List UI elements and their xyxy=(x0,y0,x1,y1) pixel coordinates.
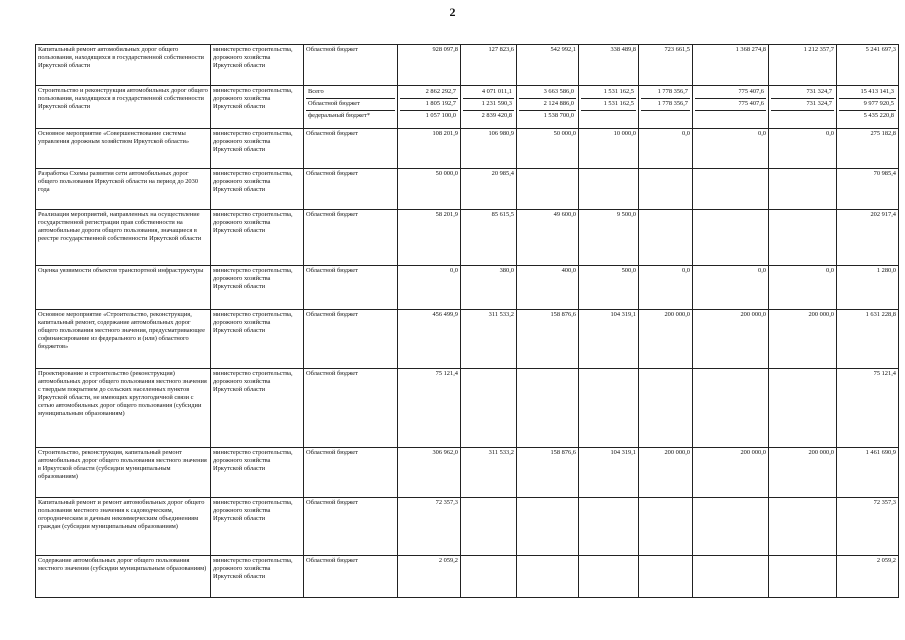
value-cell-item: 2 862 292,7 xyxy=(400,87,458,99)
value-cell xyxy=(398,86,461,129)
value-cell xyxy=(693,369,769,448)
value-cell xyxy=(837,86,899,129)
executor: министерство строительства, дорожного хозяйства Иркутской области xyxy=(211,210,304,266)
value-cell xyxy=(461,498,517,556)
table-row xyxy=(36,45,899,86)
executor: министерство строительства, дорожного хозяйства Иркутской области xyxy=(211,448,304,498)
funding-source: Областной бюджет xyxy=(304,310,398,369)
value-cell: 0,0 xyxy=(693,129,769,169)
activity-name: Проектирование и строительство (реконструкция) автомобильных дорог общего пользования местного значения с твердым покрытием до сельских населенных пунктов Иркутской области, не имеющих круглогодичной связи с сетью автомобильных дорог общего пользования (субсидии муниципальным образованиям) xyxy=(36,369,211,448)
value-cell-item xyxy=(771,111,834,123)
value-cell: 200 000,0 xyxy=(639,310,693,369)
value-cell: 200 000,0 xyxy=(769,448,837,498)
table-row xyxy=(36,266,899,310)
value-cell: 306 962,0 xyxy=(398,448,461,498)
value-cell xyxy=(639,556,693,598)
value-cell: 85 615,5 xyxy=(461,210,517,266)
value-cell xyxy=(579,369,639,448)
value-cell: 311 533,2 xyxy=(461,310,517,369)
value-cell: 200 000,0 xyxy=(769,310,837,369)
activity-name: Строительство, реконструкция, капитальный ремонт автомобильных дорог общего пользования местного значения в Иркутской области (субсидии муниципальным образованиям) xyxy=(36,448,211,498)
value-cell-item: 1 531 162,5 xyxy=(581,99,636,111)
table-row xyxy=(36,448,899,498)
funding-source: Областной бюджет xyxy=(304,210,398,266)
value-cell: 1 631 228,8 xyxy=(837,310,899,369)
value-cell: 275 182,8 xyxy=(837,129,899,169)
activity-name: Основное мероприятие «Строительство, реконструкция, капитальный ремонт, содержание автомобильных дорог общего пользования местного значения, предусматривающее софинансирование из федерального и (или) областного бюджетов» xyxy=(36,310,211,369)
value-cell: 49 600,0 xyxy=(517,210,579,266)
executor: министерство строительства, дорожного хозяйства Иркутской области xyxy=(211,86,304,129)
page-number: 2 xyxy=(449,5,456,19)
value-cell-item: 1 231 590,3 xyxy=(463,99,514,111)
value-cell-item: 731 324,7 xyxy=(771,87,834,99)
funding-source: Областной бюджет xyxy=(304,369,398,448)
value-cell-item: 1 805 192,7 xyxy=(400,99,458,111)
value-cell xyxy=(517,169,579,210)
value-cell: 5 241 697,3 xyxy=(837,45,899,86)
value-cell xyxy=(769,169,837,210)
value-cell xyxy=(639,369,693,448)
activity-name: Разработка Схемы развития сети автомобильных дорог общего пользования Иркутской области на период до 2030 года xyxy=(36,169,211,210)
value-cell: 200 000,0 xyxy=(639,448,693,498)
value-cell-item xyxy=(695,111,766,123)
activity-name: Оценка уязвимости объектов транспортной инфраструктуры xyxy=(36,266,211,310)
table-row xyxy=(36,210,899,266)
value-cell xyxy=(579,556,639,598)
table-row xyxy=(36,556,899,598)
value-cell: 2 059,2 xyxy=(398,556,461,598)
value-cell xyxy=(579,498,639,556)
table-row xyxy=(36,129,899,169)
value-cell: 9 500,0 xyxy=(579,210,639,266)
value-cell-item: 4 071 011,1 xyxy=(463,87,514,99)
value-cell-item: 5 435 220,8 xyxy=(863,112,894,119)
value-cell: 542 992,1 xyxy=(517,45,579,86)
value-cell: 200 000,0 xyxy=(693,310,769,369)
value-cell-item: 775 407,6 xyxy=(695,87,766,99)
value-cell: 72 357,3 xyxy=(398,498,461,556)
executor: министерство строительства, дорожного хозяйства Иркутской области xyxy=(211,556,304,598)
value-cell-item: 1 538 700,0 xyxy=(543,112,574,119)
funding-source: Областной бюджет xyxy=(304,556,398,598)
value-cell: 104 319,1 xyxy=(579,310,639,369)
value-cell: 1 368 274,8 xyxy=(693,45,769,86)
value-cell: 400,0 xyxy=(517,266,579,310)
value-cell xyxy=(639,169,693,210)
value-cell xyxy=(769,556,837,598)
funding-source: Областной бюджет xyxy=(304,266,398,310)
funding-source: Областной бюджет xyxy=(304,448,398,498)
activity-name: Содержание автомобильных дорог общего пользования местного значения (субсидии муниципальным образованиям) xyxy=(36,556,211,598)
value-cell xyxy=(579,86,639,129)
value-cell: 108 201,9 xyxy=(398,129,461,169)
value-cell: 75 121,4 xyxy=(837,369,899,448)
value-cell-item: 1 778 356,7 xyxy=(641,87,690,99)
value-cell-item: 1 057 100,0 xyxy=(425,112,456,119)
value-cell-item: 731 324,7 xyxy=(771,99,834,111)
value-cell xyxy=(517,369,579,448)
value-cell: 1 212 357,7 xyxy=(769,45,837,86)
value-cell: 20 985,4 xyxy=(461,169,517,210)
funding-source: Областной бюджет xyxy=(304,129,398,169)
value-cell: 0,0 xyxy=(639,129,693,169)
value-cell-item: 2 839 420,8 xyxy=(481,112,512,119)
activity-name: Капитальный ремонт и ремонт автомобильных дорог общего пользования местного значения к садоводческим, огородническим и дачным некоммерческим объединениям граждан (субсидии муниципальным образованиям) xyxy=(36,498,211,556)
table-row xyxy=(36,86,899,129)
value-cell: 75 121,4 xyxy=(398,369,461,448)
value-cell xyxy=(639,210,693,266)
value-cell: 0,0 xyxy=(398,266,461,310)
value-cell xyxy=(693,210,769,266)
funding-source xyxy=(304,86,398,129)
value-cell: 106 980,9 xyxy=(461,129,517,169)
budget-table xyxy=(35,44,899,598)
value-cell xyxy=(461,556,517,598)
value-cell: 158 876,6 xyxy=(517,448,579,498)
value-cell: 928 097,8 xyxy=(398,45,461,86)
executor: министерство строительства, дорожного хозяйства Иркутской области xyxy=(211,266,304,310)
value-cell: 311 533,2 xyxy=(461,448,517,498)
value-cell: 1 280,0 xyxy=(837,266,899,310)
value-cell xyxy=(769,498,837,556)
value-cell: 1 461 690,9 xyxy=(837,448,899,498)
value-cell: 72 357,3 xyxy=(837,498,899,556)
table-row xyxy=(36,310,899,369)
executor: министерство строительства, дорожного хозяйства Иркутской области xyxy=(211,169,304,210)
value-cell: 58 201,9 xyxy=(398,210,461,266)
value-cell: 0,0 xyxy=(693,266,769,310)
funding-source: Областной бюджет xyxy=(304,498,398,556)
value-cell-item: 2 124 886,0 xyxy=(519,99,576,111)
funding-source-item: федеральный бюджет* xyxy=(308,112,371,119)
value-cell: 104 319,1 xyxy=(579,448,639,498)
value-cell xyxy=(461,369,517,448)
value-cell xyxy=(769,369,837,448)
funding-source: Областной бюджет xyxy=(304,169,398,210)
funding-source-item: Всего xyxy=(306,87,395,99)
value-cell: 338 489,8 xyxy=(579,45,639,86)
value-cell xyxy=(693,498,769,556)
value-cell xyxy=(517,556,579,598)
value-cell xyxy=(693,86,769,129)
value-cell xyxy=(693,556,769,598)
activity-name: Реализация мероприятий, направленных на осуществление государственной регистрации прав собственности на автомобильные дороги общего пользования, значащиеся в реестре государственной собственности Иркутской области xyxy=(36,210,211,266)
activity-name: Строительство и реконструкция автомобильных дорог общего пользования, находящихся в государственной собственности Иркутской области xyxy=(36,86,211,129)
value-cell: 50 000,0 xyxy=(517,129,579,169)
value-cell: 0,0 xyxy=(769,129,837,169)
executor: министерство строительства, дорожного хозяйства Иркутской области xyxy=(211,369,304,448)
activity-name: Капитальный ремонт автомобильных дорог общего пользования, находящихся в государственной собственности Иркутской области xyxy=(36,45,211,86)
value-cell-item: 1 531 162,5 xyxy=(581,87,636,99)
funding-source-item: Областной бюджет xyxy=(306,99,395,111)
value-cell: 723 661,5 xyxy=(639,45,693,86)
executor: министерство строительства, дорожного хозяйства Иркутской области xyxy=(211,310,304,369)
table-row xyxy=(36,369,899,448)
executor: министерство строительства, дорожного хозяйства Иркутской области xyxy=(211,129,304,169)
executor: министерство строительства, дорожного хозяйства Иркутской области xyxy=(211,45,304,86)
value-cell-item: 775 407,6 xyxy=(695,99,766,111)
value-cell: 456 499,9 xyxy=(398,310,461,369)
value-cell: 0,0 xyxy=(639,266,693,310)
value-cell xyxy=(517,498,579,556)
value-cell xyxy=(769,86,837,129)
value-cell xyxy=(693,169,769,210)
value-cell-item xyxy=(581,111,636,123)
funding-source: Областной бюджет xyxy=(304,45,398,86)
value-cell-item xyxy=(641,111,690,123)
value-cell-item: 15 413 141,3 xyxy=(839,87,896,99)
value-cell-item: 1 778 356,7 xyxy=(641,99,690,111)
value-cell xyxy=(639,86,693,129)
value-cell: 50 000,0 xyxy=(398,169,461,210)
value-cell: 2 059,2 xyxy=(837,556,899,598)
value-cell: 10 000,0 xyxy=(579,129,639,169)
value-cell: 127 823,6 xyxy=(461,45,517,86)
value-cell: 202 917,4 xyxy=(837,210,899,266)
value-cell xyxy=(579,169,639,210)
value-cell: 0,0 xyxy=(769,266,837,310)
value-cell xyxy=(639,498,693,556)
activity-name: Основное мероприятие «Совершенствование системы управления дорожным хозяйством Иркутской области» xyxy=(36,129,211,169)
table-row xyxy=(36,169,899,210)
value-cell xyxy=(461,86,517,129)
table-row xyxy=(36,498,899,556)
value-cell: 380,0 xyxy=(461,266,517,310)
value-cell xyxy=(517,86,579,129)
value-cell xyxy=(769,210,837,266)
value-cell-item: 9 977 920,5 xyxy=(839,99,896,111)
value-cell: 500,0 xyxy=(579,266,639,310)
executor: министерство строительства, дорожного хозяйства Иркутской области xyxy=(211,498,304,556)
value-cell: 70 985,4 xyxy=(837,169,899,210)
value-cell-item: 3 663 586,0 xyxy=(519,87,576,99)
value-cell: 158 876,6 xyxy=(517,310,579,369)
value-cell: 200 000,0 xyxy=(693,448,769,498)
